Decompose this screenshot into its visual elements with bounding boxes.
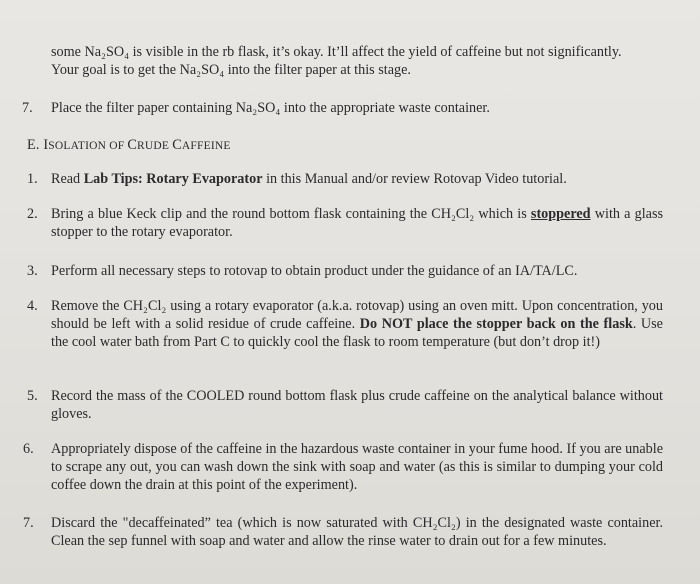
step-6-number: 6. [23, 441, 34, 457]
prev-step-7-text: Place the filter paper containing Na₂SO₄ into the appropriate waste container. [51, 100, 490, 116]
continuation-line-2: Your goal is to get the Na₂SO₄ into the filter paper at this stage. [51, 62, 411, 78]
step-4-number: 4. [27, 298, 38, 314]
step-3-number: 3. [27, 263, 38, 279]
step-7-number: 7. [23, 515, 34, 531]
step-7-text: Discard the "decaffeinated” tea (which is now saturated with CH₂Cl₂) in the designated waste container. Clean the sep funnel with soap and water and allow the rinse water to drain out for a few minutes. [51, 515, 663, 549]
step-3-text: Perform all necessary steps to rotovap to obtain product under the guidance of an IA/TA/LC. [51, 263, 578, 279]
step-4-bold: Do NOT place the stopper back on the flask [359, 316, 633, 332]
step-4-text: Remove the CH₂Cl₂ using a rotary evaporator (a.k.a. rotovap) using an oven mitt. Upon concentration, you should be left with a solid residue of crude caffeine. Do NOT place the stopper back on the flask. Use the cool water bath from Part C to quickly cool the flask to room temperature (but don’t drop it!) [51, 298, 663, 350]
step-1-bold: Lab Tips: Rotary Evaporator [83, 171, 263, 187]
section-heading: E. ISOLATION OF CRUDE CAFFEINE [27, 137, 231, 153]
prev-step-7-number: 7. [22, 100, 33, 116]
step-1-text: Read Lab Tips: Rotary Evaporator in this Manual and/or review Rotovap Video tutorial. [51, 171, 567, 187]
step-2-stoppered: stoppered [530, 206, 591, 222]
step-5-text: Record the mass of the COOLED round bottom flask plus crude caffeine on the analytical balance without gloves. [51, 388, 663, 422]
step-2-number: 2. [27, 206, 38, 222]
step-2-text: Bring a blue Keck clip and the round bottom flask containing the CH₂Cl₂ which is stoppered with a glass stopper to the rotary evaporator. [51, 206, 663, 240]
step-1-number: 1. [27, 171, 38, 187]
step-5-number: 5. [27, 388, 38, 404]
continuation-line-1: some Na₂SO₄ is visible in the rb flask, it’s okay. It’ll affect the yield of caffeine but not significantly. [51, 44, 622, 60]
step-6-text: Appropriately dispose of the caffeine in the hazardous waste container in your fume hood. If you are unable to scrape any out, you can wash down the sink with soap and water (as this is similar to dumping your cold coffee down the drain at this point of the experiment). [51, 441, 663, 493]
continuation-text [51, 43, 691, 79]
